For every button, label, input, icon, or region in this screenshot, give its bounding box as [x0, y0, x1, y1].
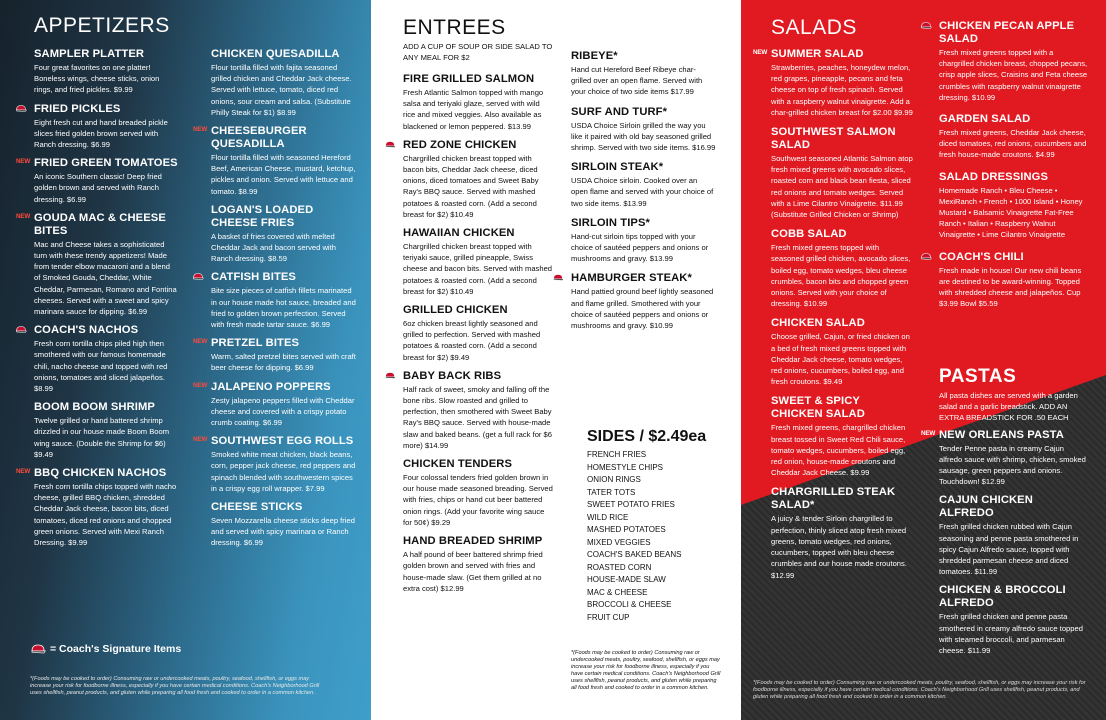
menu-item-new-orleans-pasta [921, 428, 1089, 488]
menu-item-coach-s-nachos [34, 324, 178, 394]
entrees-fine-print: *(Foods may be cooked to order) Consuming raw or undercooked meats, poultry, seafood, shellfish, or eggs may increase your risk for foodborne illness, especially if you have certain medical conditions. Coach's Neighborhood Grill uses shellfish, peanut products, and gluten while preparing all food fresh and cooked to order in a common kitchen. [571, 650, 721, 691]
item-name: SAMPLER PLATTER [34, 48, 145, 60]
item-description: Tender Penne pasta in creamy Cajun alfredo sauce with shrimp, chicken, smoked sausage, green peppers and onions. Touchdown! $12.99 [939, 443, 1086, 487]
side-item-mashed-potatoes: MASHED POTATOES [587, 525, 666, 534]
menu-item-hand-breaded-shrimp [403, 535, 553, 594]
side-item-sweet-potato-fries: SWEET POTATO FRIES [587, 500, 675, 509]
menu-item-sampler-platter [34, 48, 178, 96]
menu-item-chicken-quesadilla [211, 48, 357, 118]
item-description: Bite size pieces of catfish fillets marinated in our house made hot sauce, breaded and fried to golden brown perfection. Served with fresh made tartar sauce. $6.99 [211, 286, 356, 330]
item-description: Fresh corn tortilla chips piled high then smothered with our famous homemade chili, nacho cheese and topped with red onions, tomatoes and sliced jalapeños. $8.99 [34, 339, 168, 394]
item-description: Chargrilled chicken breast topped with teriyaki sauce, grilled pineapple, Swiss cheese and bacon bits. Served with mashed potatoes & roasted corn. (Add a second breast for $2) $10.49 [403, 242, 553, 296]
item-description: Hand-cut sirloin tips topped with your choice of sautéed peppers and onions or mushrooms and gravy. $13.99 [571, 231, 709, 264]
menu-item-fried-pickles [34, 103, 178, 151]
menu-item-catfish-bites [211, 271, 357, 330]
item-name: SOUTHWEST EGG ROLLS [211, 435, 354, 448]
item-name: LOGAN'S LOADED CHEESE FRIES [211, 203, 314, 229]
appetizers-heading: APPETIZERS [34, 14, 170, 37]
menu-item-southwest-egg-rolls [193, 435, 357, 494]
salads-column-1 [753, 48, 913, 581]
item-description: Southwest seasoned Atlantic Salmon atop fresh mixed greens with avocado slices, roasted corn and black bean fiesta, sliced red onions and tomato wedges. Served with a Lime Cilantro Vinaigrette. $11.99 (Substitute Grilled Chicken or Shrimp) [771, 154, 913, 220]
coach-cap-icon [552, 273, 564, 282]
item-name: BBQ CHICKEN NACHOS [34, 467, 167, 480]
item-description: Fresh mixed greens topped with a chargrilled chicken breast, chopped pecans, crisp apple slices, Craisins and Feta cheese crumbles with raspberry walnut vinaigrette dressing. $10.99 [939, 48, 1088, 102]
item-name: HAWAIIAN CHICKEN [403, 227, 515, 240]
item-description: A half pound of beer battered shrimp fried golden brown and served with fries and house-made slaw. (Get them grilled at no extra cost) $12.99 [403, 550, 543, 593]
menu-item-chicken-tenders [403, 458, 553, 528]
pastas-section [921, 366, 1089, 656]
appetizers-column-2 [193, 48, 357, 549]
item-name: BOOM BOOM SHRIMP [34, 401, 155, 414]
new-badge: NEW [16, 158, 31, 166]
item-name: CHARGRILLED STEAK SALAD* [771, 486, 896, 512]
menu-item-chargrilled-steak-salad [771, 486, 913, 580]
item-name: NEW ORLEANS PASTA [939, 428, 1064, 441]
item-description: Eight fresh cut and hand breaded pickle slices fried golden brown served with Ranch dressing. $6.99 [34, 117, 168, 150]
item-description: Chargrilled chicken breast topped with bacon bits, Cheddar Jack cheese, diced onions, diced tomatoes and Sweet Baby Ray's BBQ sauce. Served with mashed potatoes & roasted corn. (Add a second breast for $2) $10.49 [403, 153, 539, 219]
item-description: 6oz chicken breast lightly seasoned and grilled to perfection. Served with mashed potatoes & roasted corn. (Add a second breast for $2) $9.49 [403, 319, 541, 362]
item-description: Twelve grilled or hand battered shrimp drizzled in our house made Boom Boom wing sauce. (Double the Shrimp for $6) $9.49 [34, 416, 170, 459]
menu-item-summer-salad [753, 48, 913, 118]
item-description: Fresh Atlantic Salmon topped with mango salsa and teriyaki glaze, served with wild rice and mixed veggies. Also available as blackened or lemon peppered. $13.99 [403, 88, 544, 131]
entrees-column-2 [571, 50, 716, 331]
item-name: SIRLOIN TIPS* [571, 216, 651, 229]
item-name: CHEESE STICKS [211, 501, 303, 514]
entrees-panel [371, 0, 741, 720]
side-item-onion-rings: ONION RINGS [587, 475, 641, 484]
new-badge: NEW [753, 49, 768, 56]
item-name: SALAD DRESSINGS [939, 170, 1049, 183]
pastas-heading: PASTAS [939, 366, 1017, 387]
menu-item-sweet-spicy-chicken-salad [771, 395, 913, 478]
coach-cap-icon [920, 21, 932, 30]
item-name: FRIED GREEN TOMATOES [34, 157, 178, 170]
item-name: COACH'S NACHOS [34, 324, 139, 337]
new-badge: NEW [193, 381, 208, 389]
item-description: Seven Mozzarella cheese sticks deep fried and served with spicy marinara or Ranch dressing. $6.99 [211, 516, 355, 548]
item-name: HAND BREADED SHRIMP [403, 535, 543, 548]
item-description: A basket of fries covered with melted Cheddar Jack and bacon served with Ranch dressing. $8.59 [211, 231, 336, 264]
signature-legend [30, 643, 181, 655]
item-name: CAJUN CHICKEN ALFREDO [939, 494, 1033, 520]
item-description: Fresh grilled chicken rubbed with Cajun seasoning and penne pasta smothered in spicy Cajun Alfredo sauce, topped with shredded parmesan cheese and diced tomatoes. $11.99 [939, 522, 1079, 577]
menu-item-boom-boom-shrimp [34, 401, 178, 460]
item-name: BABY BACK RIBS [403, 369, 502, 382]
item-name: FRIED PICKLES [34, 102, 121, 115]
item-description: Strawberries, peaches, honeydew melon, red grapes, pineapple, pecans and feta cheese on top of fresh spinach. Served with a raspberry walnut vinaigrette. Add a char-grilled chicken breast for $2.00 $9.99 [771, 63, 913, 117]
menu-item-gouda-mac-cheese-bites [16, 211, 178, 317]
new-badge: NEW [16, 212, 31, 220]
side-item-house-made-slaw: HOUSE-MADE SLAW [587, 575, 666, 584]
menu-item-sirloin-steak [571, 161, 716, 209]
side-item-mixed-veggies: MIXED VEGGIES [587, 537, 651, 547]
menu-item-hawaiian-chicken [403, 227, 553, 297]
menu-item-garden-salad [939, 113, 1089, 161]
item-description: Four colossal tenders fried golden brown in our house made seasoned breading. Served with fries, chips or hand cut beer battered onion rings. (Add your favorite wing sauce for 50¢) $9.29 [403, 473, 553, 527]
item-description: Fresh mixed greens, Cheddar Jack cheese, diced tomatoes, red onions, cucumbers and fresh house-made croutons. $4.99 [939, 128, 1087, 160]
item-name: CHICKEN SALAD [771, 317, 865, 330]
new-badge: NEW [921, 429, 936, 437]
menu-item-coach-s-chili [939, 251, 1089, 310]
coach-cap-icon [920, 252, 932, 261]
menu-item-chicken-salad [771, 317, 913, 387]
item-name: CATFISH BITES [211, 271, 296, 284]
item-description: Hand pattied ground beef lightly seasoned and flame grilled. Smothered with your choice of sautéed peppers and onions or mushrooms and gravy. $10.99 [571, 287, 714, 331]
menu-item-sirloin-tips [571, 217, 716, 265]
item-name: HAMBURGER STEAK* [571, 272, 692, 285]
item-description: A juicy & tender Sirloin chargrilled to perfection, thinly sliced atop fresh mixed greens, tomato wedges, red onions, cucumbers, topped with bleu cheese crumbles and our house made croutons. $12.99 [771, 514, 907, 580]
item-name: FIRE GRILLED SALMON [403, 73, 535, 85]
item-description: Flour tortilla filled with seasoned Hereford Beef, American Cheese, mustard, ketchup, pickles and onion. Served with lettuce and tomato. $8.99 [211, 153, 356, 196]
item-name: CHEESEBURGER QUESADILLA [211, 125, 307, 151]
menu-item-cobb-salad [771, 228, 913, 309]
side-item-wild-rice: WILD RICE [587, 512, 629, 522]
salads-fine-print: *(Foods may be cooked to order) Consuming raw or undercooked meats, poultry, seafood, shellfish, or eggs may increase your risk for foodborne illness, especially if you have certain medical conditions. Coach's Neighborhood Grill uses shellfish, peanut products, and gluten while preparing all food fresh and cooked to order in a common kitchen. [753, 680, 1086, 700]
item-description: USDA Choice Sirloin grilled the way you like it paired with old bay seasoned grilled shrimp. Served with two side items. $16.99 [571, 120, 716, 153]
menu-item-salad-dressings [939, 171, 1089, 241]
menu-item-chicken-pecan-apple-salad [939, 20, 1089, 103]
coach-cap-icon [15, 325, 27, 334]
coach-cap-icon [15, 104, 27, 113]
item-name: SURF AND TURF* [571, 105, 668, 118]
sides-title: SIDES / $2.49ea [587, 428, 707, 445]
menu-item-bbq-chicken-nachos [16, 467, 178, 548]
menu-item-surf-and-turf [571, 106, 716, 154]
salads-pastas-panel [741, 0, 1106, 720]
new-badge: NEW [193, 126, 208, 134]
sides-section [587, 428, 706, 624]
item-description: Fresh grilled chicken and penne pasta smothered in creamy alfredo sauce topped with steamed broccoli, and parmesan cheese. $11.99 [939, 612, 1083, 656]
item-description: USDA Choice sirloin. Cooked over an open flame and served with your choice of two side items. $13.99 [571, 176, 714, 208]
item-description: Homemade Ranch • Bleu Cheese • MexiRanch • French • 1000 Island • Honey Mustard • Balsamic Vinaigrette Fat-Free Ranch • Italian • Raspberry Walnut Vinaigrette • Lime Cilantro Vinaigrette [939, 185, 1083, 240]
item-description: Hand cut Hereford Beef Ribeye char-grilled over an open flame. Served with your choice of two side items $17.99 [571, 65, 703, 97]
menu-item-red-zone-chicken [403, 139, 553, 220]
salads-column-2 [939, 20, 1089, 309]
coach-cap-icon [384, 371, 396, 380]
coach-cap-icon [30, 643, 46, 655]
side-item-mac-cheese: MAC & CHEESE [587, 587, 648, 597]
menu-item-pretzel-bites [193, 337, 357, 373]
item-description: Warm, salted pretzel bites served with craft beer cheese for dipping. $6.99 [211, 352, 356, 373]
menu-item-ribeye [571, 50, 716, 98]
item-description: Fresh mixed greens, chargrilled chicken breast tossed in Sweet Red Chili sauce, tomato wedges, cucumbers, boiled egg, red onion, house-made croutons and Cheddar Jack Cheese. $9.99 [771, 423, 906, 478]
item-name: SOUTHWEST SALMON SALAD [771, 126, 896, 152]
item-description: Mac and Cheese takes a sophisticated turn with these trendy appetizers! Made from tender elbow macaroni and a blend of Smoked Gouda, Cheddar, White Cheddar, Parmesan, Romano and Fontina cheeses. Served with a sweet and spicy marinara sauce for dipping. $6.99 [34, 239, 177, 317]
menu-item-cheese-sticks [211, 501, 357, 549]
side-item-fruit-cup: FRUIT CUP [587, 612, 630, 622]
item-name: GRILLED CHICKEN [403, 304, 508, 317]
item-description: An iconic Southern classic! Deep fried golden brown and served with Ranch dressing. $6.99 [34, 172, 162, 204]
side-item-tater-tots: TATER TOTS [587, 487, 636, 497]
item-name: COACH'S CHILI [939, 250, 1024, 263]
menu-item-fire-grilled-salmon [403, 73, 553, 132]
entrees-subheading: ADD A CUP OF SOUP OR SIDE SALAD TO ANY MEAL FOR $2 [403, 42, 553, 62]
item-description: Flour tortilla filled with fajita seasoned grilled chicken and Cheddar Jack cheese. Served with lettuce, tomato, diced red onions, sour cream and salsa. (Substitute Philly Steak for $1) $8.99 [211, 63, 352, 117]
side-item-broccoli-cheese: BROCCOLI & CHEESE [587, 600, 672, 609]
item-name: GOUDA MAC & CHEESE BITES [34, 211, 166, 237]
item-name: PRETZEL BITES [211, 337, 300, 350]
menu-item-southwest-salmon-salad [771, 126, 913, 220]
item-description: Four great favorites on one platter! Boneless wings, cheese sticks, onion rings, and fried pickles. $9.99 [34, 63, 160, 95]
sides-list [587, 449, 706, 624]
entrees-column-1 [403, 73, 553, 594]
menu-item-cheeseburger-quesadilla [193, 125, 357, 197]
side-item-homestyle-chips: HOMESTYLE CHIPS [587, 462, 664, 472]
item-name: RIBEYE* [571, 50, 618, 62]
new-badge: NEW [16, 468, 31, 476]
menu-item-fried-green-tomatoes [16, 157, 178, 205]
pastas-intro: All pasta dishes are served with a garden salad and a garlic breadstick. ADD AN EXTRA BREADSTICK FOR .50 EACH [939, 391, 1078, 423]
menu-item-cajun-chicken-alfredo [939, 494, 1089, 577]
item-name: CHICKEN PECAN APPLE SALAD [939, 20, 1075, 45]
menu-item-grilled-chicken [403, 304, 553, 363]
appetizers-column-1 [16, 48, 178, 548]
item-name: RED ZONE CHICKEN [403, 138, 517, 151]
menu-item-hamburger-steak [571, 272, 716, 331]
item-name: CHICKEN QUESADILLA [211, 48, 340, 60]
appetizers-panel [0, 0, 371, 720]
signature-legend-text: = Coach's Signature Items [50, 643, 182, 655]
item-description: Fresh corn tortilla chips topped with nacho cheese, grilled BBQ chicken, shredded Cheddar Jack cheese, bacon bits, diced tomatoes, diced red onions and chopped green onions. Served with Mexi Ranch Dressing. $9.99 [34, 482, 177, 548]
side-item-french-fries: FRENCH FRIES [587, 450, 647, 459]
item-name: CHICKEN TENDERS [403, 458, 513, 471]
item-name: CHICKEN & BROCCOLI ALFREDO [939, 584, 1066, 610]
salads-heading: SALADS [771, 16, 857, 39]
side-item-roasted-corn: ROASTED CORN [587, 562, 652, 572]
menu-item-jalapeno-poppers [193, 380, 357, 429]
new-badge: NEW [193, 338, 208, 346]
item-description: Half rack of sweet, smoky and falling off the bone ribs. Slow roasted and grilled to perfection, then smothered with Sweet Baby Ray's BBQ sauce. Served with house-made slaw and baked beans. (get a full rack for $6 more) $14.99 [403, 384, 553, 450]
entrees-heading: ENTREES [403, 16, 506, 39]
item-description: Choose grilled, Cajun, or fried chicken on a bed of fresh mixed greens topped with Cheddar Jack cheese, tomato wedges, red onions, cucumbers, boiled egg, and fresh croutons. $9.49 [771, 332, 910, 387]
item-name: COBB SALAD [771, 228, 847, 241]
menu-item-chicken-broccoli-alfredo [939, 584, 1089, 656]
item-name: JALAPENO POPPERS [211, 380, 331, 393]
coach-cap-icon [192, 272, 204, 281]
item-name: SWEET & SPICY CHICKEN SALAD [771, 395, 865, 421]
side-item-coach-s-baked-beans: COACH'S BAKED BEANS [587, 550, 682, 559]
appetizers-fine-print: *(Foods may be cooked to order) Consuming raw or undercooked meats, poultry, seafood, shellfish, or eggs may increase your risk for foodborne illness, especially if you have certain medical conditions. Coach's Neighborhood Grill uses shellfish, peanut products, and gluten while preparing all food fresh and cooked to order in a common kitchen. [30, 676, 320, 696]
item-name: SUMMER SALAD [771, 48, 864, 60]
item-description: Zesty jalapeno peppers filled with Cheddar cheese and covered with a crispy potato crumb coating. $6.99 [211, 395, 355, 428]
item-description: Fresh made in house! Our new chili beans are destined to be award-winning. Topped with shredded cheese and jalapeños. Cup $3.99 Bowl $5.59 [939, 265, 1082, 309]
item-name: GARDEN SALAD [939, 113, 1031, 126]
menu-item-logan-s-loaded-cheese-fries [211, 204, 357, 265]
coach-cap-icon [384, 140, 396, 149]
item-description: Smoked white meat chicken, black beans, corn, pepper jack cheese, red peppers and spinach blended with southwestern spices in a crispy egg roll wrapper. $7.99 [211, 450, 356, 493]
item-description: Fresh mixed greens topped with seasoned grilled chicken, avocado slices, boiled egg, tomato wedges, bleu cheese crumbles, bacon bits and chopped green onions. Served with your choice of dressing. $10.99 [771, 243, 911, 309]
new-badge: NEW [193, 436, 208, 444]
item-name: SIRLOIN STEAK* [571, 161, 664, 174]
menu-item-baby-back-ribs [403, 370, 553, 451]
